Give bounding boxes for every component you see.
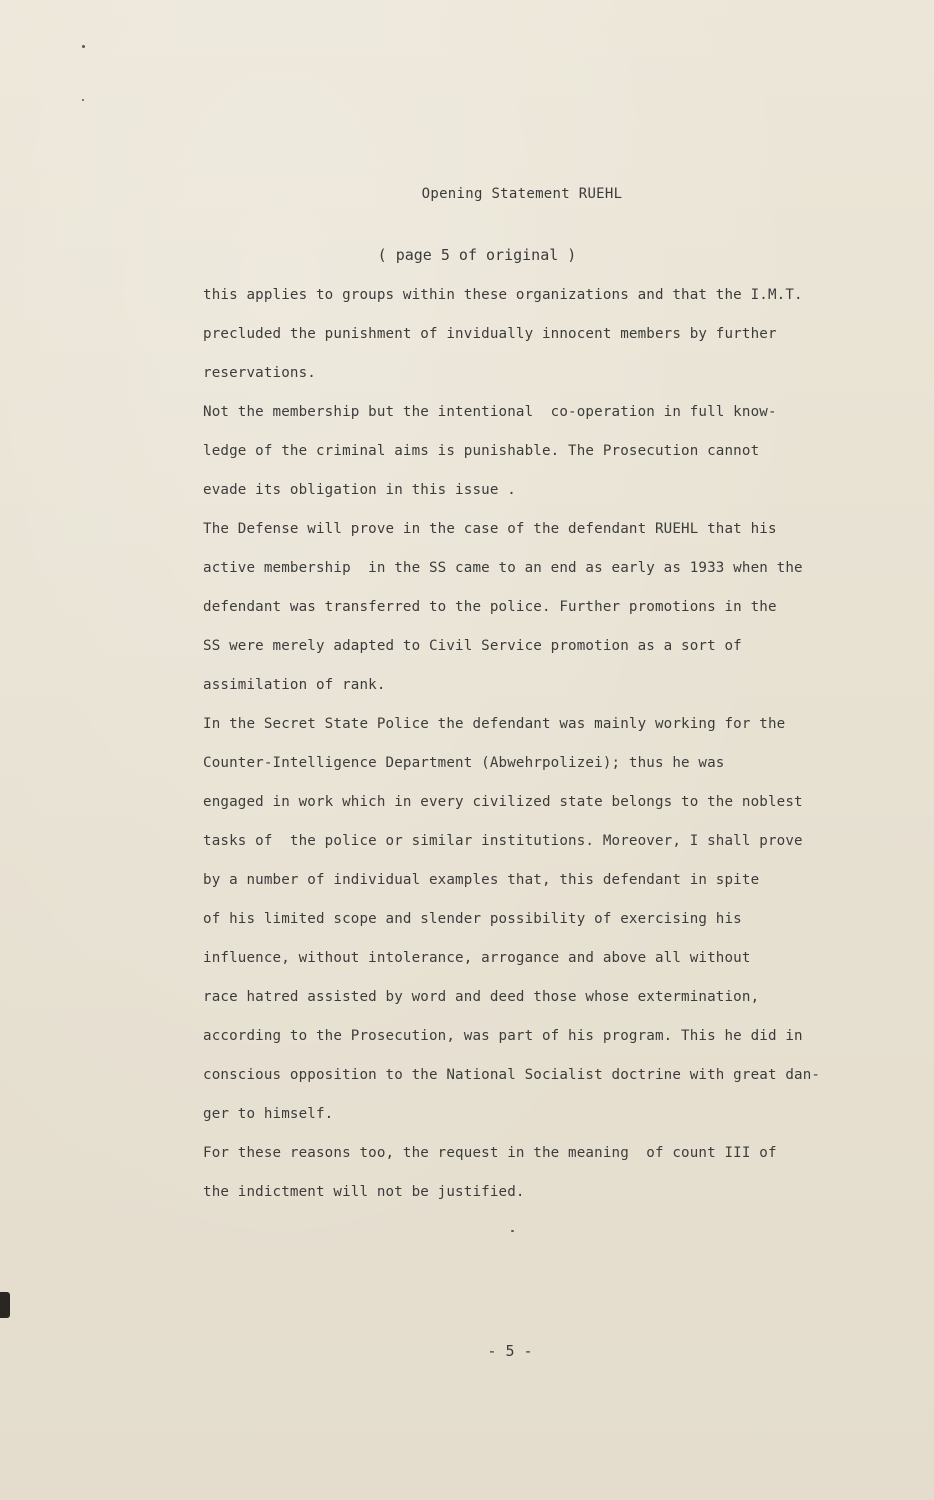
text-line: The Defense will prove in the case of the defendant RUEHL that his — [203, 521, 777, 537]
text-line: ger to himself. — [203, 1106, 334, 1122]
text-line: according to the Prosecution, was part of his program. This he did in — [203, 1028, 803, 1044]
text-line: Counter-Intelligence Department (Abwehrpolizei); thus he was — [203, 755, 725, 771]
text-line: In the Secret State Police the defendant was mainly working for the — [203, 716, 786, 732]
ink-speck — [82, 45, 85, 48]
text-line: assimilation of rank. — [203, 677, 386, 693]
text-line: engaged in work which in every civilized state belongs to the noblest — [203, 794, 803, 810]
document-title: Opening Statement RUEHL — [421, 186, 623, 202]
text-line: by a number of individual examples that, this defendant in spite — [203, 872, 760, 888]
text-line: tasks of the police or similar institutions. Moreover, I shall prove — [203, 833, 803, 849]
text-line: precluded the punishment of invidually innocent members by further — [203, 326, 777, 342]
statement-body — [203, 285, 903, 1221]
text-line: defendant was transferred to the police. Further promotions in the — [203, 599, 777, 615]
text-line: ledge of the criminal aims is punishable. The Prosecution cannot — [203, 443, 760, 459]
ink-speck — [82, 99, 84, 101]
text-line: influence, without intolerance, arrogance and above all without — [203, 950, 751, 966]
page-number: - 5 - — [487, 1342, 533, 1360]
text-line: the indictment will not be justified. — [203, 1184, 525, 1200]
text-line: of his limited scope and slender possibility of exercising his — [203, 911, 742, 927]
text-line: this applies to groups within these organizations and that the I.M.T. — [203, 287, 803, 303]
text-line: active membership in the SS came to an end as early as 1933 when the — [203, 560, 803, 576]
text-line: race hatred assisted by word and deed those whose extermination, — [203, 989, 760, 1005]
text-line: evade its obligation in this issue . — [203, 482, 516, 498]
text-line: Not the membership but the intentional co-operation in full know- — [203, 404, 777, 420]
original-page-reference: ( page 5 of original ) — [377, 246, 577, 264]
text-line: For these reasons too, the request in the meaning of count III of — [203, 1145, 777, 1161]
text-line: SS were merely adapted to Civil Service promotion as a sort of — [203, 638, 742, 654]
binding-mark — [0, 1292, 10, 1318]
text-line: reservations. — [203, 365, 316, 381]
text-line: conscious opposition to the National Socialist doctrine with great dan- — [203, 1067, 821, 1083]
ink-speck — [511, 1230, 514, 1232]
